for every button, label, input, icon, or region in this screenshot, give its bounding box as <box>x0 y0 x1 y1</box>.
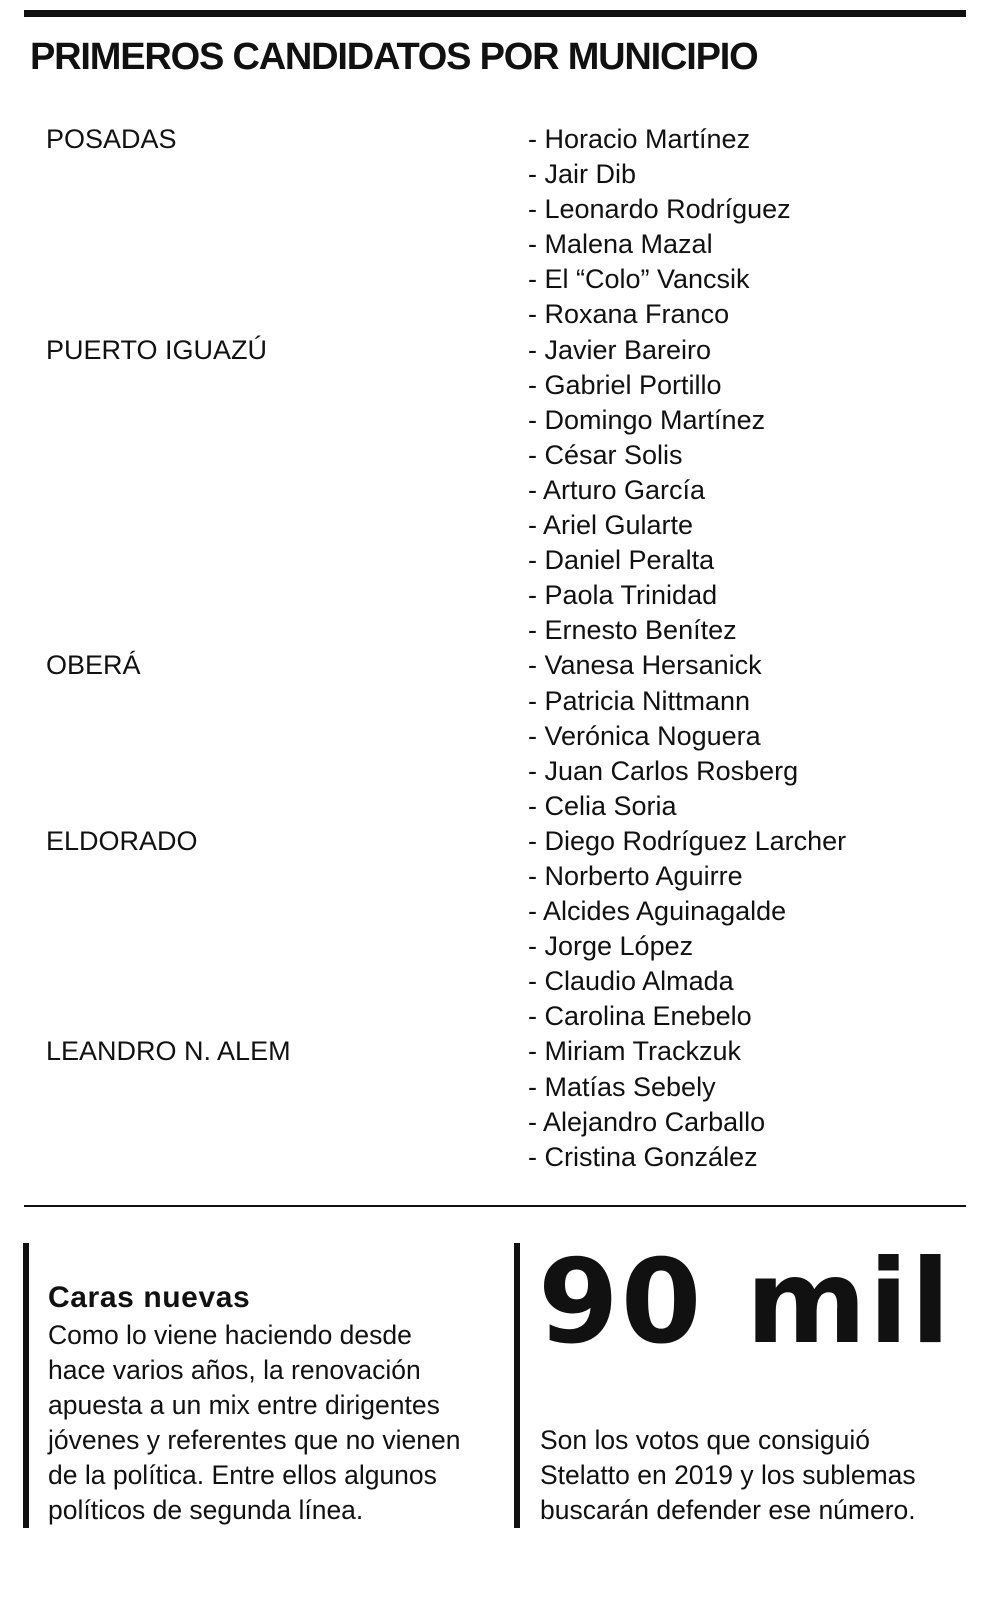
table-row <box>0 1105 1000 1140</box>
candidate-name: - Alejandro Carballo <box>528 1106 766 1137</box>
table-row <box>0 262 1000 297</box>
candidate-name: - Alcides Aguinagalde <box>528 896 787 927</box>
candidate-name: - Celia Soria <box>528 790 677 821</box>
candidate-name: - César Solis <box>528 439 683 470</box>
candidate-name: - Gabriel Portillo <box>528 369 722 400</box>
table-row <box>0 894 1000 929</box>
table-row <box>0 964 1000 999</box>
candidate-name: - Roxana Franco <box>528 299 730 330</box>
candidate-name: - Horacio Martínez <box>528 124 751 154</box>
table-row <box>0 333 1000 368</box>
candidate-name: - Diego Rodríguez Larcher <box>528 825 847 856</box>
candidate-name: - Norberto Aguirre <box>528 860 743 891</box>
municipio-name: PUERTO IGUAZÚ <box>46 334 268 365</box>
table-row <box>0 789 1000 824</box>
candidate-name: - Patricia Nittmann <box>528 685 751 716</box>
candidate-name: - Jorge López <box>528 931 694 962</box>
municipio-name: POSADAS <box>46 124 177 154</box>
candidate-name: - Miriam Trackzuk <box>528 1036 742 1067</box>
table-row <box>0 473 1000 508</box>
table-row <box>0 754 1000 789</box>
candidate-name: - Ariel Gularte <box>528 510 694 541</box>
candidate-name: - Paola Trinidad <box>528 580 718 611</box>
candidate-name: - Matías Sebely <box>528 1071 716 1102</box>
table-row <box>0 1070 1000 1105</box>
table-row <box>0 403 1000 438</box>
municipio-name: LEANDRO N. ALEM <box>46 1036 291 1067</box>
table-row <box>0 578 1000 613</box>
top-rule <box>24 10 966 17</box>
candidate-name: - Carolina Enebelo <box>528 1001 752 1032</box>
candidate-name: - Claudio Almada <box>528 966 734 997</box>
candidate-name: - Malena Mazal <box>528 229 713 260</box>
table-row <box>0 1140 1000 1175</box>
table-row <box>0 368 1000 403</box>
candidate-name: - Ernesto Benítez <box>528 615 737 646</box>
table-row <box>0 122 1000 157</box>
caras-nuevas-heading: Caras nuevas <box>48 1281 251 1314</box>
section-divider <box>24 1205 966 1207</box>
big-number-caption: Son los votos que consiguió Stelatto en 2019 y los sublemas buscarán defender ese número. <box>540 1425 916 1525</box>
table-row <box>0 157 1000 192</box>
table-row <box>0 543 1000 578</box>
table-row <box>0 192 1000 227</box>
dato-accent-bar <box>514 1243 520 1528</box>
table-row <box>0 999 1000 1034</box>
table-row <box>0 859 1000 894</box>
candidate-name: - Javier Bareiro <box>528 334 712 365</box>
table-row <box>0 508 1000 543</box>
candidate-name: - Cristina González <box>528 1141 758 1172</box>
table-row <box>0 297 1000 332</box>
candidate-name: - Juan Carlos Rosberg <box>528 755 799 786</box>
candidate-name: - Leonardo Rodríguez <box>528 194 791 225</box>
table-row <box>0 684 1000 719</box>
candidate-name: - El “Colo” Vancsik <box>528 264 750 295</box>
table-row <box>0 613 1000 648</box>
table-row <box>0 648 1000 683</box>
candidate-name: - Domingo Martínez <box>528 404 766 435</box>
table-row <box>0 1034 1000 1069</box>
candidate-name: - Jair Dib <box>528 159 637 190</box>
caras-nuevas-accent-bar <box>23 1243 29 1528</box>
big-number: 90 mil <box>538 1235 953 1370</box>
municipio-name: ELDORADO <box>46 825 198 856</box>
page-title: PRIMEROS CANDIDATOS POR MUNICIPIO <box>30 36 758 78</box>
table-row <box>0 929 1000 964</box>
municipio-name: OBERÁ <box>46 650 141 681</box>
candidates-table <box>0 122 1000 1175</box>
table-row <box>0 438 1000 473</box>
candidate-name: - Vanesa Hersanick <box>528 650 762 681</box>
candidate-name: - Daniel Peralta <box>528 545 715 576</box>
table-row <box>0 824 1000 859</box>
candidate-name: - Arturo García <box>528 474 706 505</box>
caras-nuevas-text: Como lo viene haciendo desde hace varios años, la renovación apuesta a un mix entre dirigentes jóvenes y referentes que no vienen de la política. Entre ellos algunos políticos de segunda línea. <box>48 1320 461 1525</box>
table-row <box>0 227 1000 262</box>
table-row <box>0 719 1000 754</box>
candidate-name: - Verónica Noguera <box>528 720 761 751</box>
